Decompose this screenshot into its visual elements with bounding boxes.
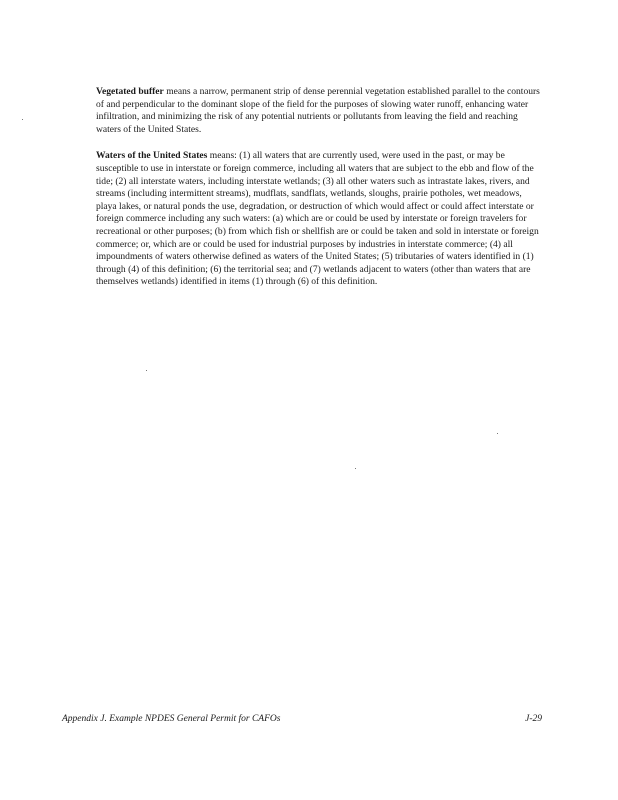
definition-text: means a narrow, permanent strip of dense perennial vegetation established parallel to the contours of and perpendicular to the dominant slope of the field for the purposes of slowing water runoff, enhancing water infiltration, and minimizing the risk of any potential nutrients or pollutants from leaving the field and reaching waters of the United States. [96,86,540,135]
page-footer [62,714,542,724]
definition-vegetated-buffer [96,86,542,136]
scan-speck [22,119,23,120]
definitions-body [96,86,542,303]
footer-document-title: Appendix J. Example NPDES General Permit for CAFOs [62,714,281,724]
definition-waters-of-the-united-states [96,150,542,289]
definition-term: Waters of the United States [96,150,208,162]
definition-text: means: (1) all waters that are currently used, were used in the past, or may be susceptible to use in interstate or foreign commerce, including all waters that are subject to the ebb and flow of the tide; (2) all interstate waters, including interstate wetlands; (3) all other waters such as intrastate lakes, rivers, and streams (including intermittent streams), mudflats, sandflats, wetlands, sloughs, prairie potholes, wet meadows, playa lakes, or natural ponds the use, degradation, or destruction of which would affect or could affect interstate or foreign commerce including any such waters: (a) which are or could be used by interstate or foreign travelers for recreational or other purposes; (b) from which fish or shellfish are or could be taken and sold in interstate or foreign commerce; or, which are or could be used for industrial purposes by industries in interstate commerce; (4) all impoundments of waters otherwise defined as waters of the United States; (5) tributaries of waters identified in (1) through (4) of this definition; (6) the territorial sea; and (7) wetlands adjacent to waters (other than waters that are themselves wetlands) identified in items (1) through (6) of this definition. [96,150,539,288]
definition-term: Vegetated buffer [96,86,164,97]
scan-speck [146,370,147,371]
scan-speck [355,468,356,469]
page-number: J-29 [525,714,542,724]
scan-speck [497,433,498,434]
